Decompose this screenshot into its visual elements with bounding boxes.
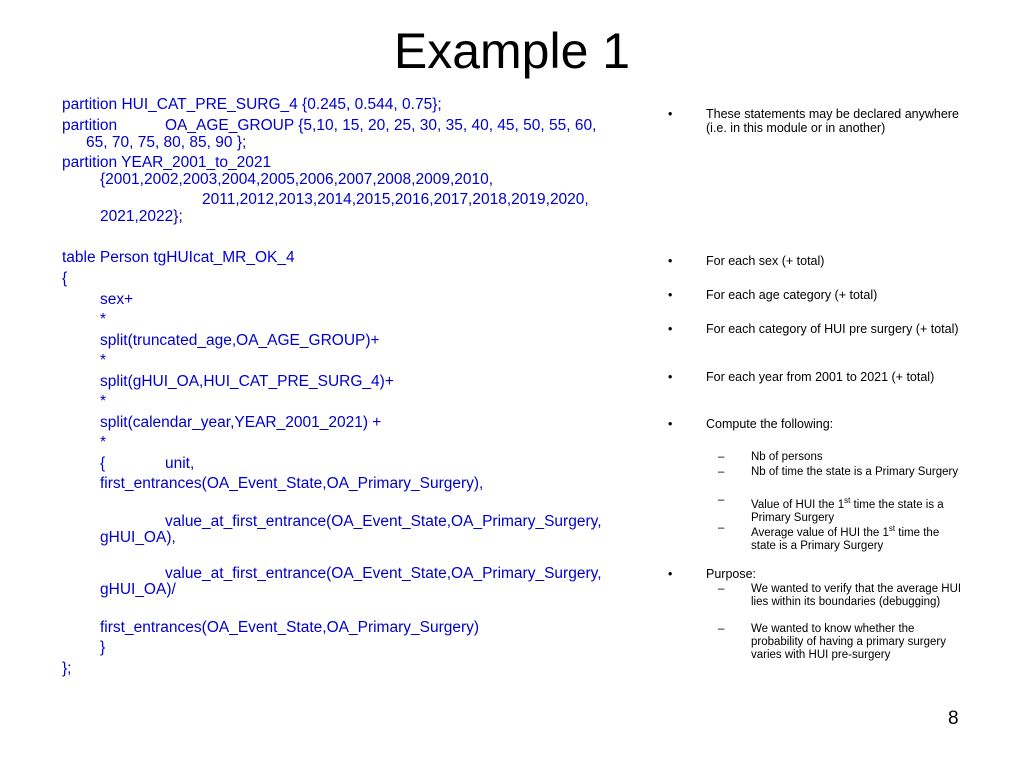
code-line: gHUI_OA), — [100, 529, 176, 546]
bullet-marker: • — [668, 107, 673, 121]
bullet-text: Compute the following: — [706, 417, 834, 431]
bullet-marker: • — [668, 417, 673, 431]
sub-bullet-text: Nb of persons — [751, 451, 823, 463]
dash-marker: – — [718, 494, 725, 506]
bullet-marker: • — [668, 254, 673, 268]
code-line: } — [100, 639, 106, 656]
page-number: 8 — [948, 708, 959, 729]
code-line: 2011,2012,2013,2014,2015,2016,2017,2018,2019,2020, — [202, 191, 589, 208]
code-line: sex+ — [100, 291, 134, 308]
code-line: * — [100, 352, 107, 369]
dash-marker: – — [718, 583, 725, 595]
dash-marker: – — [718, 451, 725, 463]
code-line: first_entrances(OA_Event_State,OA_Primary_Surgery) — [100, 619, 480, 636]
code-line: unit, — [165, 455, 195, 472]
code-line: split(calendar_year,YEAR_2001_2021) + — [100, 414, 382, 431]
slide-title: Example 1 — [393, 23, 631, 79]
code-line: OA_AGE_GROUP {5,10, 15, 20, 25, 30, 35, 40, 45, 50, 55, 60, — [165, 117, 597, 134]
code-line: { — [62, 270, 68, 287]
code-line: partition YEAR_2001_to_2021 — [62, 154, 272, 171]
code-line: { — [100, 455, 106, 472]
code-line: partition HUI_CAT_PRE_SURG_4 {0.245, 0.544, 0.75}; — [62, 96, 442, 113]
code-line: table Person tgHUIcat_MR_OK_4 — [62, 249, 295, 266]
dash-marker: – — [718, 466, 725, 478]
bullet-text: For each sex (+ total) — [706, 254, 825, 268]
bullet-text: For each year from 2001 to 2021 (+ total) — [706, 370, 935, 384]
code-line: value_at_first_entrance(OA_Event_State,OA_Primary_Surgery, — [165, 513, 602, 530]
bullet-text: For each category of HUI pre surgery (+ total) — [706, 322, 959, 336]
bullet-text: These statements may be declared anywhere (i.e. in this module or in another) — [706, 107, 959, 135]
code-line: * — [100, 393, 107, 410]
dash-marker: – — [718, 623, 725, 635]
code-line: 65, 70, 75, 80, 85, 90 }; — [86, 134, 247, 151]
bullet-marker: • — [668, 322, 673, 336]
sub-bullet-text: We wanted to verify that the average HUI lies within its boundaries (debugging) — [751, 583, 962, 608]
code-line: value_at_first_entrance(OA_Event_State,OA_Primary_Surgery, — [165, 565, 602, 582]
bullet-marker: • — [668, 567, 673, 581]
code-line: 2021,2022}; — [100, 208, 183, 225]
code-line: gHUI_OA)/ — [100, 581, 176, 598]
code-line: split(gHUI_OA,HUI_CAT_PRE_SURG_4)+ — [100, 373, 394, 390]
sub-bullet-text: We wanted to know whether the probability of having a primary surgery varies with HUI pre-surgery — [751, 623, 946, 661]
code-line: * — [100, 434, 107, 451]
code-line: first_entrances(OA_Event_State,OA_Primary_Surgery), — [100, 475, 484, 492]
code-line: split(truncated_age,OA_AGE_GROUP)+ — [100, 332, 380, 349]
sub-bullet-text: Nb of time the state is a Primary Surgery — [751, 466, 959, 478]
dash-marker: – — [718, 522, 725, 534]
code-line: }; — [62, 660, 72, 677]
bullet-text: For each age category (+ total) — [706, 288, 878, 302]
sub-bullet-text: Value of HUI the 1st time the state is a Primary Surgery — [751, 496, 944, 524]
code-line: {2001,2002,2003,2004,2005,2006,2007,2008,2009,2010, — [100, 171, 494, 188]
code-line: * — [100, 311, 107, 328]
sub-bullet-text: Average value of HUI the 1st time the state is a Primary Surgery — [751, 524, 940, 552]
bullet-marker: • — [668, 288, 673, 302]
code-line: partition — [62, 117, 118, 134]
bullet-text: Purpose: — [706, 567, 757, 581]
bullet-marker: • — [668, 370, 673, 384]
